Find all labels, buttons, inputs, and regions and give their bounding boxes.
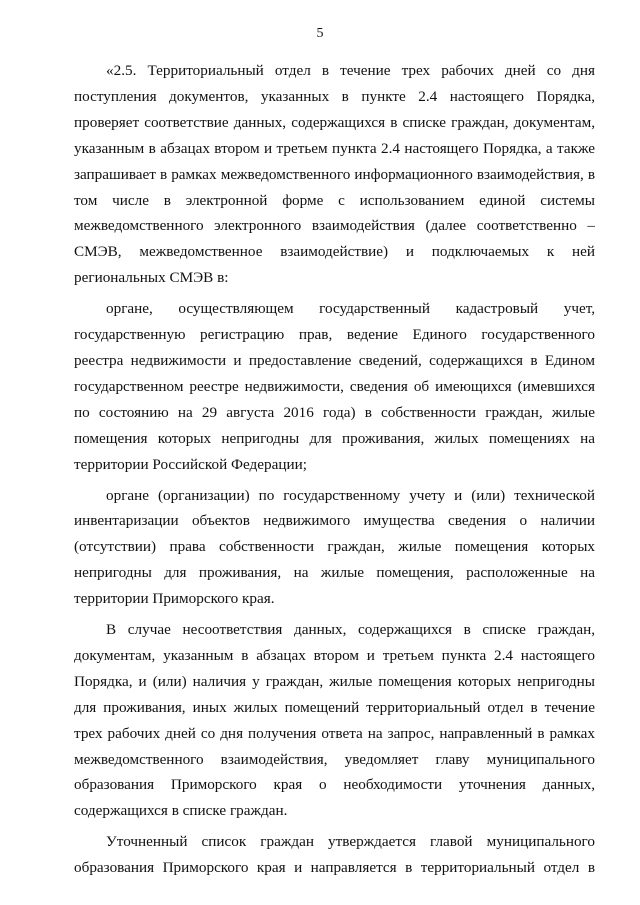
paragraph-line: указанным в абзацах втором и третьем пункта 2.4 настоящего Порядка, а также	[74, 139, 595, 157]
paragraph-line: проверяет соответствие данных, содержащихся в списке граждан, документам,	[74, 113, 595, 131]
paragraph-line: документам, указанным в абзацах втором и третьем пункта 2.4 настоящего	[74, 646, 595, 664]
paragraph-line: СМЭВ, межведомственное взаимодействие) и подключаемых к ней	[74, 243, 595, 261]
paragraph-line: по состоянию на 29 августа 2016 года) в собственности граждан, жилые	[74, 403, 595, 421]
paragraph-line: Уточненный список граждан утверждается главой муниципального	[106, 833, 595, 851]
paragraph-line: органе, осуществляющем государственный кадастровый учет,	[106, 300, 595, 318]
paragraph-line: территории Приморского края.	[74, 590, 275, 608]
paragraph-line: территории Российской Федерации;	[74, 455, 307, 473]
paragraph	[74, 617, 595, 824]
paragraph-line: том числе в электронной форме с использованием единой системы	[74, 191, 595, 209]
paragraph	[74, 829, 595, 881]
paragraph-line: межведомственного взаимодействия, уведомляет главу муниципального	[74, 750, 595, 768]
paragraph-line: реестра недвижимости и предоставление сведений, содержащихся в Едином	[74, 351, 595, 369]
page-number: 5	[316, 26, 324, 41]
paragraph-line: государственную регистрацию прав, ведение Единого государственного	[74, 326, 595, 344]
paragraph	[74, 296, 595, 477]
paragraph-line: образования Приморского края и направляется в территориальный отдел в	[74, 859, 595, 877]
paragraph-line: инвентаризации объектов недвижимого имущества сведения о наличии	[74, 512, 595, 530]
paragraph-line: помещения которых непригодны для проживания, жилых помещениях на	[74, 429, 595, 447]
paragraph-line: «2.5. Территориальный отдел в течение трех рабочих дней со дня	[106, 62, 595, 79]
paragraph-line: образования Приморского края о необходимости уточнения данных,	[74, 776, 595, 794]
paragraph-line: (отсутствии) права собственности граждан, жилые помещения которых	[74, 538, 595, 556]
paragraph-line: региональных СМЭВ в:	[74, 269, 229, 287]
paragraph	[74, 58, 595, 291]
paragraph-line: межведомственного электронного взаимодействия (далее соответственно –	[74, 217, 595, 235]
paragraph-line: поступления документов, указанных в пункте 2.4 настоящего Порядка,	[74, 87, 595, 105]
paragraph-line: трех рабочих дней со дня получения ответа на запрос, направленный в рамках	[74, 724, 595, 742]
paragraph-line: содержащихся в списке граждан.	[74, 802, 288, 820]
paragraph-line: государственном реестре недвижимости, сведения об имеющихся (имевшихся	[74, 377, 595, 395]
paragraph-line: В случае несоответствия данных, содержащихся в списке граждан,	[106, 621, 595, 639]
paragraph-line: запрашивает в рамках межведомственного информационного взаимодействия, в	[74, 165, 595, 183]
paragraph-line: Порядка, и (или) наличия у граждан, жилые помещения которых непригодны	[74, 672, 595, 690]
paragraph-line: органе (организации) по государственному учету и (или) технической	[106, 486, 595, 504]
paragraph	[74, 483, 595, 613]
paragraph-line: для проживания, иных жилых помещений территориальный отдел в течение	[74, 698, 595, 716]
document-body	[74, 58, 595, 881]
paragraph-line: непригодны для проживания, на жилые помещения, расположенные на	[74, 564, 595, 582]
